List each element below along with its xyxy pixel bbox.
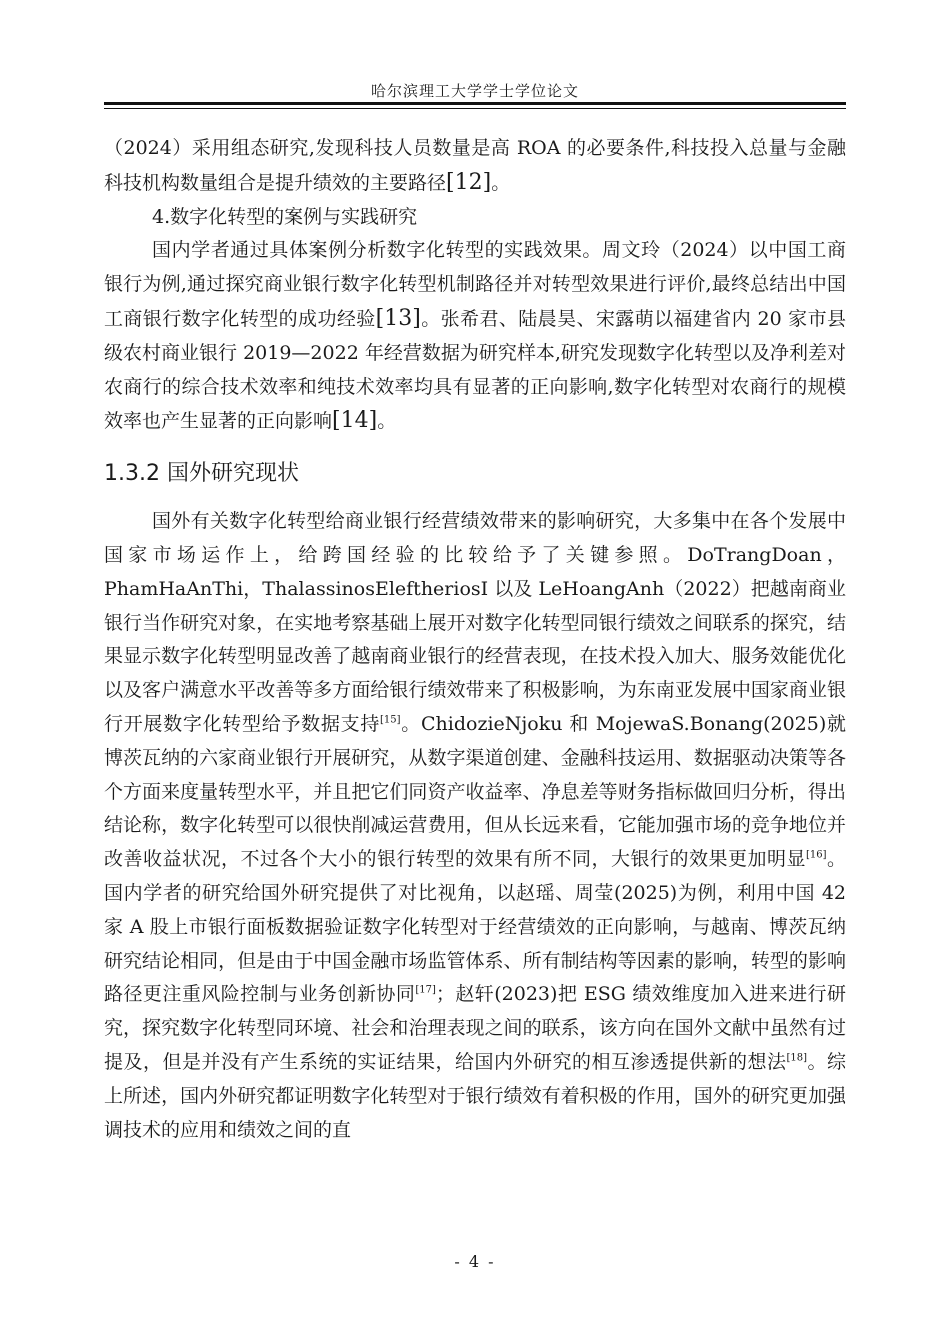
paragraph-continuation xyxy=(104,132,846,201)
paragraph-text: 国外有关数字化转型给商业银行经营绩效带来的影响研究，大多集中在各个发展中国家市场运作上，给跨国经验的比较给予了关键参照。DoTrangDoan，PhamHaAnThi，ThalassinosEleftheriosI 以及 LeHoangAnh（2022）把越南商业银行当作研究对象，在实地考察基础上展开对数字化转型同银行绩效之间联系的探究，结果显示数字化转型明显改善了越南商业银行的经营表现，在技术投入加大、服务效能优化以及客户满意水平改善等多方面给银行绩效带来了积极影响，为东南亚发展中国家商业银行开展数字化转型给予数据支持 xyxy=(104,510,846,735)
paragraph-text: （2024）采用组态研究,发现科技人员数量是高 ROA 的必要条件,科技投入总量与金融科技机构数量组合是提升绩效的主要路径 xyxy=(104,137,846,194)
paragraph-end: 。 xyxy=(491,171,511,194)
body-text xyxy=(104,132,846,1147)
footnote-ref: [16] xyxy=(805,849,827,861)
paragraph-text: 。综上所述，国内外研究都证明数字化转型对于银行绩效有着积极的作用，国外的研究更加强调技术的应用和绩效之间的直 xyxy=(104,1050,846,1141)
citation-ref: [12] xyxy=(446,169,492,195)
footnote-ref: [15] xyxy=(380,714,401,726)
paragraph-text: ；赵轩(2023)把 ESG 绩效维度加入进来进行研究，探究数字化转型同环境、社会和治理表现之间的联系，该方向在国外文献中虽然有过提及，但是并没有产生系统的实证结果，给国内外研究的相互渗透提供新的想法 xyxy=(104,983,846,1073)
subheading-case-study: 4.数字化转型的案例与实践研究 xyxy=(152,205,418,228)
running-header-title: 哈尔滨理工大学学士学位论文 xyxy=(370,82,579,100)
paragraph-foreign-research xyxy=(104,505,846,1147)
paragraph-text: 。张希君、陆晨昊、宋露萌以福建省内 20 家市县级农村商业银行 2019—2022 年经营数据为研究样本,研究发现数字化转型以及净利差对农商行的综合技术效率和纯技术效率均具有显著的正向影响,数字化转型对农商行的规模效率也产生显著的正向影响 xyxy=(104,307,846,433)
footnote-ref: [18] xyxy=(786,1052,807,1064)
paragraph-text: 。国内学者的研究给国外研究提供了对比视角，以赵瑶、周莹(2025)为例，利用中国 42 家 A 股上市银行面板数据验证数字化转型对于经营绩效的正向影响，与越南、博茨瓦纳研究结论相同，但是由于中国金融市场监管体系、所有制结构等因素的影响，转型的影响路径更注重风险控制与业务创新协同 xyxy=(104,848,846,1006)
page-number: - 4 - xyxy=(454,1252,496,1271)
footnote-ref: [17] xyxy=(415,985,436,996)
paragraph-text: 国内学者通过具体案例分析数字化转型的实践效果。周文玲（2024）以中国工商银行为例,通过探究商业银行数字化转型机制路径并对转型效果进行评价,最终总结出中国工商银行数字化转型的成功经验 xyxy=(104,239,846,330)
citation-ref: [13] xyxy=(375,305,421,331)
header-rule-thick xyxy=(104,102,846,105)
paragraph-domestic-cases xyxy=(104,234,846,439)
paragraph-text: 。ChidozieNjoku 和 MojewaS.Bonang(2025)就博茨瓦纳的六家商业银行开展研究，从数字渠道创建、金融科技运用、数据驱动决策等各个方面来度量转型水平，并且把它们同资产收益率、净息差等财务指标做回归分析，得出结论称，数字化转型可以很快削减运营费用，但从长远来看，它能加强市场的竞争地位并改善收益状况，不过各个大小的银行转型的效果有所不同，大银行的效果更加明显 xyxy=(104,712,846,871)
section-heading: 1.3.2 国外研究现状 xyxy=(104,461,299,487)
paragraph-end: 。 xyxy=(377,410,397,433)
header-rule-thin xyxy=(104,108,846,109)
citation-ref: [14] xyxy=(332,408,378,434)
